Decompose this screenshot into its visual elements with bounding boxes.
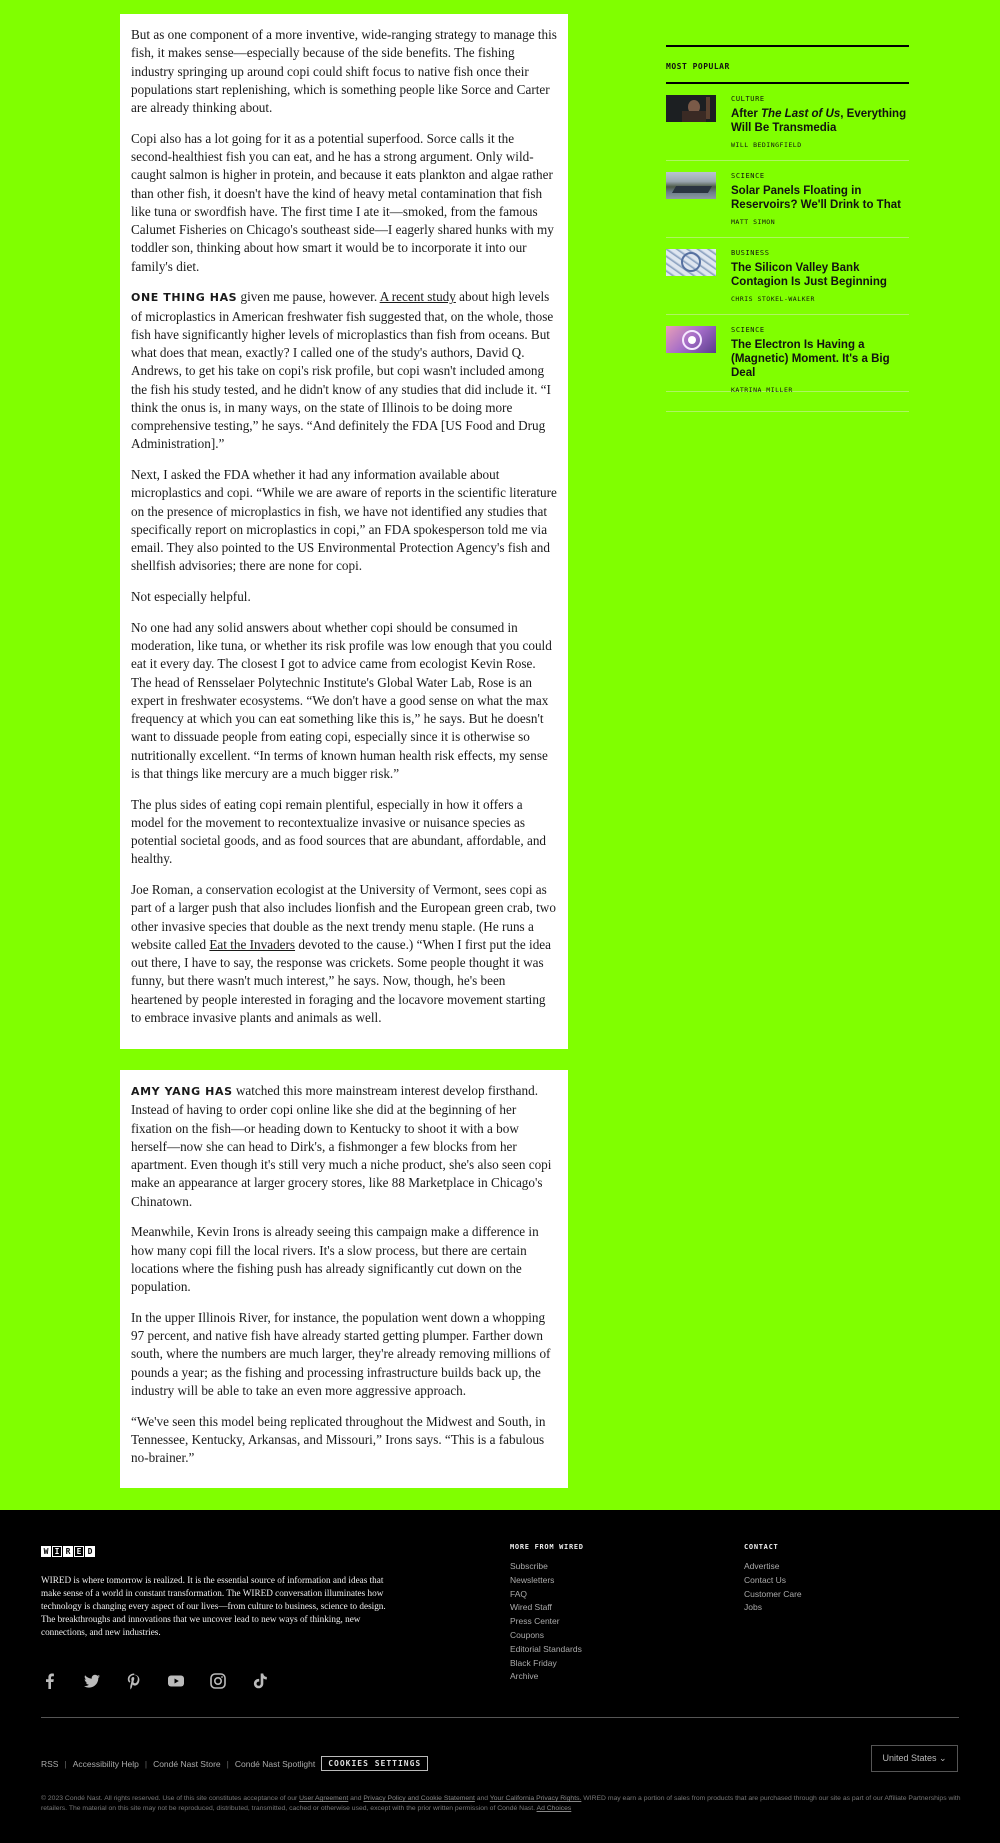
footer-link-rss[interactable]: RSS <box>41 1758 59 1769</box>
article-thumbnail[interactable] <box>666 95 716 122</box>
footer-link-faq[interactable]: FAQ <box>510 1588 528 1599</box>
social-links <box>41 1672 269 1690</box>
headline-link[interactable]: The Electron Is Having a (Magnetic) Moment. It's a Big Deal <box>731 339 890 379</box>
california-privacy-link[interactable]: Your California Privacy Rights. <box>489 1795 582 1802</box>
eat-the-invaders-link[interactable]: Eat the Invaders <box>209 936 296 952</box>
more-from-wired-heading: MORE FROM WIRED <box>510 1543 584 1551</box>
byline: MATT SIMON <box>731 218 776 226</box>
rubric: SCIENCE <box>731 326 765 334</box>
footer-link-newsletters[interactable]: Newsletters <box>510 1574 555 1585</box>
twitter-icon[interactable] <box>83 1672 101 1690</box>
popular-item[interactable] <box>666 161 909 238</box>
popular-item[interactable] <box>666 315 909 392</box>
site-footer <box>0 1510 1000 1843</box>
more-from-wired-links <box>510 1560 582 1684</box>
paragraph: ONE THING HAS given me pause, however. A recent study about high levels of microplastics in American freshwater fish suggested that, on the whole, those fish have significantly higher levels of microplastics than fish from oceans. But what does that mean, exactly? I called one of the study's authors, David Q. Andrews, to get his take on copi's risk profile, but copi wasn't included among the fish his study tested, and he didn't know of any studies that did include it. “I think the onus is, in many ways, on the state of Illinois to be doing more comprehensive testing,” he says. “And definitely the FDA [US Food and Drug Administration].” <box>131 289 554 452</box>
headline-link[interactable]: After The Last of Us, Everything Will Be Transmedia <box>731 108 907 134</box>
rubric: CULTURE <box>731 95 765 103</box>
youtube-icon[interactable] <box>167 1672 185 1690</box>
paragraph: But as one component of a more inventive, wide-ranging strategy to manage this fish, it makes sense—especially because of the side benefits. The fishing industry springing up around copi could shift focus to native fish once their populations start replenishing, which is something people like Sorce and Carter are already thinking about. <box>131 27 557 115</box>
paragraph: AMY YANG HAS watched this more mainstream interest develop firsthand. Instead of having to order copi online like she did at the beginning of her fixation on the fish—or heading down to Kentucky to shoot it with a bow herself—now she can head to Dirk's, a fishmonger a few blocks from her apartment. Even though it's still very much a niche product, she's also seen copi make an appearance at larger grocery stores, like 88 Marketplace in Chicago's Chinatown. <box>131 1083 552 1209</box>
paragraph: Next, I asked the FDA whether it had any information available about microplastics and copi. “While we are aware of reports in the scientific literature on the presence of microplastics in fish, we have not identified any studies that specifically report on microplastics in copi,” an FDA spokesperson told me via email. They also pointed to the US Environmental Protection Agency's fish and shellfish advisories; there are none for copi. <box>131 467 557 574</box>
copyright-text: © 2023 Condé Nast. All rights reserved. Use of this site constitutes acceptance of our User Agreement and Privacy Policy and Cookie Statement and Your California Privacy Rights. WIRED may earn a portion of sales from products that are purchased through our site as part of our Affiliate Partnerships with retailers. The material on this site may not be reproduced, distributed, transmitted, cached or otherwise used, except with the prior written permission of Condé Nast. Ad Choices <box>41 1795 961 1812</box>
country-label: United States <box>882 1753 937 1763</box>
most-popular-sidebar <box>666 45 909 412</box>
article-thumbnail[interactable] <box>666 326 716 353</box>
pinterest-icon[interactable] <box>125 1672 143 1690</box>
article-section-1 <box>120 14 568 1049</box>
legal-links: RSS | Accessibility Help | Condé Nast Store | Condé Nast Spotlight COOKIES SETTINGS <box>41 1756 428 1771</box>
cookies-settings-button[interactable]: COOKIES SETTINGS <box>321 1756 428 1771</box>
instagram-icon[interactable] <box>209 1672 227 1690</box>
rubric: SCIENCE <box>731 172 765 180</box>
byline: CHRIS STOKEL-WALKER <box>731 295 815 303</box>
ad-choices-link[interactable]: Ad Choices <box>536 1805 572 1812</box>
rubric: BUSINESS <box>731 249 770 257</box>
article-thumbnail[interactable] <box>666 249 716 276</box>
about-text: WIRED is where tomorrow is realized. It is the essential source of information and ideas that make sense of a world in constant transformation. The WIRED conversation illuminates how technology is changing every aspect of our lives—from culture to business, science to design. The breakthroughs and innovations that we uncover lead to new ways of thinking, new connections, and new industries. <box>41 1575 386 1637</box>
footer-link-advertise[interactable]: Advertise <box>744 1561 780 1571</box>
footer-link-contact-us[interactable]: Contact Us <box>744 1574 787 1585</box>
chevron-down-icon: ⌄ <box>939 1753 947 1763</box>
paragraph: Joe Roman, a conservation ecologist at the University of Vermont, sees copi as part of a larger push that also includes lionfish and the European green crab, two other invasive species that double as the next trendy menu staple. (He runs a website called Eat the Invaders devoted to the cause.) “When I first put the idea out there, I have to say, the response was crickets. Some people thought it was funny, but there wasn't much interest,” he says. Now, though, he's been heartened by people interested in foraging and the locavore movement starting to embrace invasive plants and animals as well. <box>131 882 556 1025</box>
article-section-2 <box>120 1070 568 1488</box>
facebook-icon[interactable] <box>41 1672 59 1690</box>
paragraph: No one had any solid answers about whether copi should be consumed in moderation, like tuna, or whether its risk profile was low enough that you could eat it every day. The closest I got to advice came from ecologist Kevin Rose. The head of Rensselaer Polytechnic Institute's Global Water Lab, Rose is an expert in freshwater ecosystems. “We don't have a good sense on what the max frequency at which you can eat something like this is,” he says. But he doesn't want to dissuade people from eating copi, especially since it is otherwise so nutritionally excellent. “In terms of known human health risk effects, my sense is that things like mercury are a much bigger risk.” <box>131 619 552 781</box>
contact-links <box>744 1560 802 1615</box>
popular-item[interactable] <box>666 84 909 161</box>
paragraph: Not especially helpful. <box>131 589 251 604</box>
paragraph: The plus sides of eating copi remain plentiful, especially in how it offers a model for the movement to recontextualize invasive or nuisance species as potential societal goods, and as food sources that are abundant, affordable, and healthy. <box>131 796 547 867</box>
byline: KATRINA MILLER <box>731 386 793 394</box>
headline-link[interactable]: Solar Panels Floating in Reservoirs? We'll Drink to That <box>731 185 901 211</box>
footer-link-archive[interactable]: Archive <box>510 1671 539 1682</box>
recent-study-link[interactable]: A recent study <box>379 289 456 305</box>
lead-in: AMY YANG HAS <box>131 1085 233 1098</box>
footer-link-press-center[interactable]: Press Center <box>510 1616 560 1627</box>
contact-heading: CONTACT <box>744 1543 779 1551</box>
paragraph: “We've seen this model being replicated throughout the Midwest and South, in Tennessee, Kentucky, Arkansas, and Missouri,” Irons says. “This is a fabulous no-brainer.” <box>131 1413 546 1465</box>
footer-link-subscribe[interactable]: Subscribe <box>510 1561 548 1571</box>
divider <box>41 1717 959 1718</box>
paragraph: In the upper Illinois River, for instance, the population went down a whopping 97 percent, and native fish have already started getting plumper. Farther down south, where the numbers are much larger, they're already removing millions of pounds a year; as the fishing and processing infrastructure builds back up, the industry will be able to take an even more aggressive approach. <box>131 1309 551 1398</box>
footer-link-accessibility-help[interactable]: Accessibility Help <box>72 1758 139 1769</box>
footer-link-customer-care[interactable]: Customer Care <box>744 1588 802 1599</box>
wired-logo[interactable]: W I R E D <box>41 1546 95 1557</box>
user-agreement-link[interactable]: User Agreement <box>299 1795 349 1802</box>
tiktok-icon[interactable] <box>251 1672 269 1690</box>
paragraph: Copi also has a lot going for it as a potential superfood. Sorce calls it the second-healthiest fish you can eat, and he has a strong argument. Only wild-caught salmon is higher in protein, and because it eats plankton and algae rather than other fish, it doesn't have the kind of heavy metal contamination that fish like tuna or swordfish have. The first time I ate it—smoked, from the famous Calumet Fisheries on Chicago's southeast side—I eagerly shared hunks with my toddler son, thinking about how smart it would be to incorporate it into our family's diet. <box>131 130 554 274</box>
footer-link-jobs[interactable]: Jobs <box>744 1602 762 1613</box>
footer-link-conde-nast-store[interactable]: Condé Nast Store <box>153 1758 221 1769</box>
footer-link-black-friday[interactable]: Black Friday <box>510 1657 557 1668</box>
headline-link[interactable]: The Silicon Valley Bank Contagion Is Just Beginning <box>731 262 887 288</box>
footer-link-conde-nast-spotlight[interactable]: Condé Nast Spotlight <box>234 1758 316 1769</box>
article-thumbnail[interactable] <box>666 172 716 199</box>
footer-link-coupons[interactable]: Coupons <box>510 1629 545 1640</box>
byline: WILL BEDINGFIELD <box>731 141 802 149</box>
popular-item[interactable] <box>666 238 909 315</box>
sidebar-title: MOST POPULAR <box>666 62 730 71</box>
divider <box>666 392 909 412</box>
footer-link-wired-staff[interactable]: Wired Staff <box>510 1602 552 1613</box>
lead-in: ONE THING HAS <box>131 291 238 305</box>
footer-link-editorial-standards[interactable]: Editorial Standards <box>510 1643 582 1654</box>
paragraph: Meanwhile, Kevin Irons is already seeing this campaign make a difference in how many copi fill the local rivers. It's a slow process, but there are certain locations where the fishing push has already significantly cut down on the population. <box>131 1224 539 1294</box>
privacy-policy-link[interactable]: Privacy Policy and Cookie Statement <box>363 1795 475 1802</box>
country-selector[interactable] <box>871 1745 958 1772</box>
